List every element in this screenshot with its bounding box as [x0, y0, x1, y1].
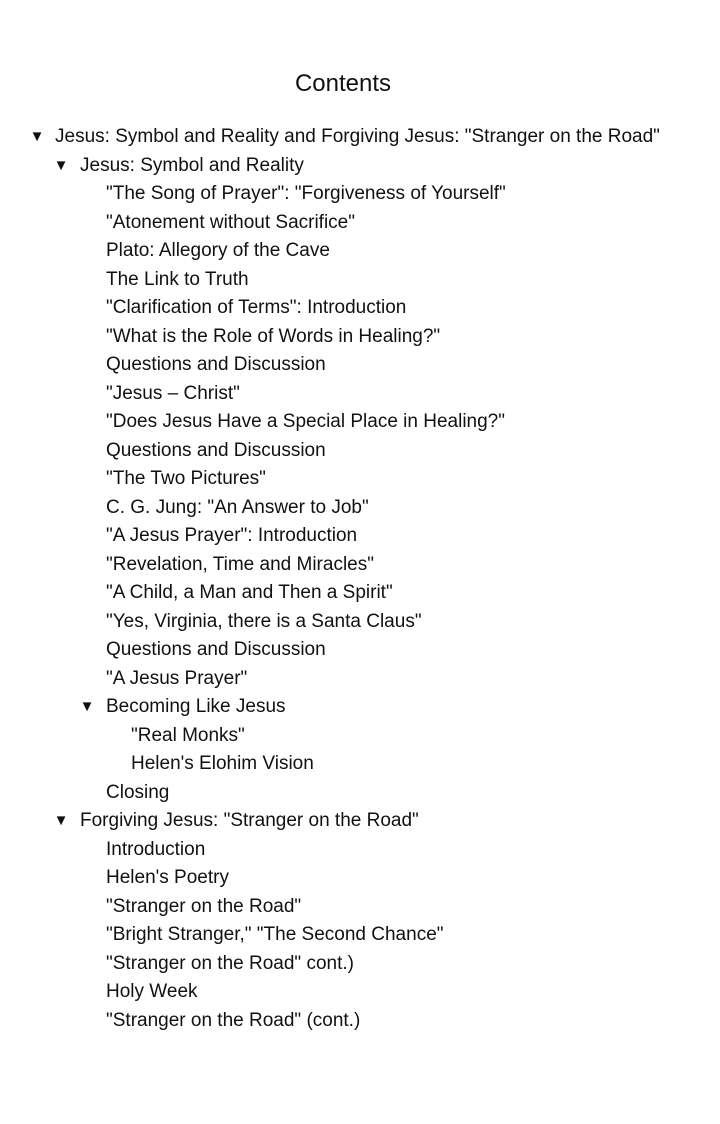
toc-section[interactable]	[0, 152, 720, 181]
toc-item[interactable]	[0, 722, 720, 751]
toc-item[interactable]	[0, 551, 720, 580]
toc-item-label: "Atonement without Sacrifice"	[106, 211, 355, 233]
toc-item-label: "The Two Pictures"	[106, 468, 266, 489]
toc-item[interactable]	[0, 380, 720, 409]
toc-item-label: Helen's Elohim Vision	[131, 753, 314, 774]
toc-item-label: Questions and Discussion	[106, 354, 326, 375]
toc-item-label: "Does Jesus Have a Special Place in Healing?"	[106, 411, 505, 432]
toc-item-label: Closing	[106, 781, 170, 803]
toc-item[interactable]	[0, 408, 720, 437]
toc-item-label: Plato: Allegory of the Cave	[106, 240, 330, 261]
toc-item[interactable]	[0, 351, 720, 380]
toc-item[interactable]	[0, 636, 720, 665]
toc-item[interactable]	[0, 978, 720, 1007]
toc-item[interactable]	[0, 237, 720, 266]
toc-item-label: "Stranger on the Road" cont.)	[106, 952, 354, 974]
toc-item[interactable]	[0, 323, 720, 352]
toc-item[interactable]	[0, 750, 720, 779]
toc-item-label: "A Jesus Prayer"	[106, 667, 248, 689]
toc-item[interactable]	[0, 1007, 720, 1036]
toc-item-label: "The Song of Prayer": "Forgiveness of Yourself"	[106, 183, 506, 204]
toc-item[interactable]	[0, 266, 720, 295]
toc-item-label: "Stranger on the Road" (cont.)	[106, 1009, 361, 1031]
toc-section[interactable]	[0, 123, 720, 152]
toc-item[interactable]	[0, 836, 720, 865]
toc-item[interactable]	[0, 579, 720, 608]
toc-item-label: C. G. Jung: "An Answer to Job"	[106, 496, 369, 518]
toc-item-label: Jesus: Symbol and Reality and Forgiving Jesus: "Stranger on the Road"	[55, 126, 660, 147]
toc-item-label: Questions and Discussion	[106, 639, 326, 660]
toc-item[interactable]	[0, 950, 720, 979]
toc-item[interactable]	[0, 294, 720, 323]
toc-section[interactable]	[0, 807, 720, 836]
toc-item[interactable]	[0, 209, 720, 238]
toc-item-label: "Yes, Virginia, there is a Santa Claus"	[106, 610, 422, 632]
toc-item-label: Forgiving Jesus: "Stranger on the Road"	[80, 810, 419, 831]
toc-item-label: "A Jesus Prayer": Introduction	[106, 525, 358, 546]
toc-item[interactable]	[0, 665, 720, 694]
expand-triangle-icon[interactable]: ▼	[53, 812, 69, 829]
toc-item-label: "A Child, a Man and Then a Spirit"	[106, 582, 393, 603]
toc-item[interactable]	[0, 921, 720, 950]
toc-item[interactable]	[0, 494, 720, 523]
table-of-contents	[0, 123, 720, 1035]
expand-triangle-icon[interactable]: ▼	[79, 698, 95, 715]
toc-item-label: "Real Monks"	[131, 724, 245, 746]
toc-item-label: Becoming Like Jesus	[106, 696, 286, 717]
toc-item-label: The Link to Truth	[106, 268, 249, 290]
toc-item[interactable]	[0, 522, 720, 551]
toc-item-label: "Jesus – Christ"	[106, 382, 240, 404]
toc-item-label: "Bright Stranger," "The Second Chance"	[106, 924, 444, 945]
toc-item[interactable]	[0, 864, 720, 893]
toc-item-label: Introduction	[106, 838, 206, 860]
expand-triangle-icon[interactable]: ▼	[53, 156, 69, 174]
toc-item-label: "What is the Role of Words in Healing?"	[106, 325, 441, 347]
toc-item-label: "Revelation, Time and Miracles"	[106, 553, 374, 575]
toc-item-label: Helen's Poetry	[106, 867, 229, 888]
toc-item[interactable]	[0, 893, 720, 922]
toc-item[interactable]	[0, 437, 720, 466]
toc-item[interactable]	[0, 779, 720, 808]
toc-item[interactable]	[0, 180, 720, 209]
toc-item-label: Holy Week	[106, 981, 198, 1002]
toc-item[interactable]	[0, 465, 720, 494]
page-title: Contents	[294, 70, 392, 98]
expand-triangle-icon[interactable]: ▼	[29, 128, 45, 145]
toc-item-label: Jesus: Symbol and Reality	[80, 154, 304, 176]
toc-item[interactable]	[0, 608, 720, 637]
toc-item-label: Questions and Discussion	[106, 439, 326, 461]
toc-item-label: "Clarification of Terms": Introduction	[106, 297, 407, 318]
toc-section[interactable]	[0, 693, 720, 722]
toc-item-label: "Stranger on the Road"	[106, 895, 302, 917]
